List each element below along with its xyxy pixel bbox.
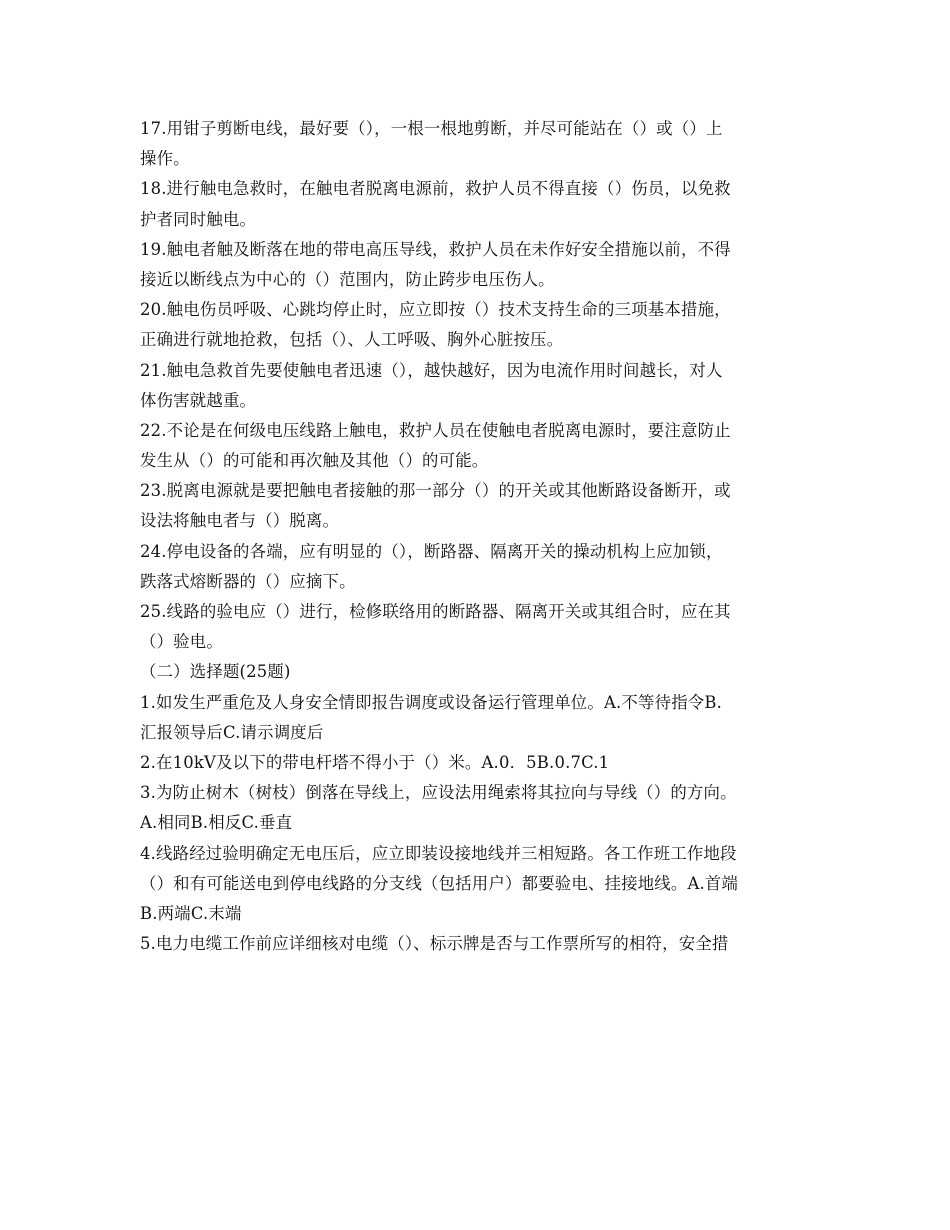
- text-line: 19.触电者触及断落在地的带电高压导线，救护人员在未作好安全措施以前，不得: [140, 239, 731, 259]
- document-body: [140, 114, 820, 959]
- text-line: 护者同时触电。: [140, 209, 257, 229]
- text-line: （）和有可能送电到停电线路的分支线（包括用户）都要验电、挂接地线。A.首端: [140, 873, 739, 893]
- text-line: 18.进行触电急救时，在触电者脱离电源前，救护人员不得直接（）伤员，以免救: [140, 179, 731, 199]
- text-line: （）验电。: [140, 632, 223, 652]
- text-line: 4.线路经过验明确定无电压后，应立即装设接地线并三相短路。各工作班工作地段: [140, 843, 737, 863]
- text-line: 正确进行就地抢救，包括（）、人工呼吸、胸外心脏按压。: [140, 330, 564, 350]
- text-line: 汇报领导后C.请示调度后: [140, 722, 324, 742]
- text-line: 体伤害就越重。: [140, 390, 257, 410]
- text-line: 5.电力电缆工作前应详细核对电缆（）、标示牌是否与工作票所写的相符，安全措: [140, 934, 729, 954]
- text-line: A.相同B.相反C.垂直: [140, 813, 293, 833]
- text-line: 1.如发生严重危及人身安全情即报告调度或设备运行管理单位。A.不等待指令B.: [140, 692, 723, 712]
- section-heading: （二）选择题(25题): [140, 662, 291, 682]
- text-line: B.两端C.末端: [140, 903, 242, 923]
- text-line: 发生从（）的可能和再次触及其他（）的可能。: [140, 451, 489, 471]
- text-line: 20.触电伤员呼吸、心跳均停止时，应立即按（）技术支持生命的三项基本措施，: [140, 300, 731, 320]
- text-line: 2.在10kV及以下的带电杆塔不得小于（）米。A.0．5B.0.7C.1: [140, 752, 610, 772]
- text-line: 25.线路的验电应（）进行，检修联络用的断路器、隔离开关或其组合时，应在其: [140, 602, 731, 621]
- text-line: 21.触电急救首先要使触电者迅速（），越快越好，因为电流作用时间越长，对人: [140, 360, 723, 380]
- text-line: 跌落式熔断器的（）应摘下。: [140, 571, 356, 591]
- text-line: 设法将触电者与（）脱离。: [140, 511, 340, 531]
- text-line: 22.不论是在何级电压线路上触电，救护人员在使触电者脱离电源时，要注意防止: [140, 420, 731, 440]
- text-line: 24.停电设备的各端，应有明显的（），断路器、隔离开关的操动机构上应加锁，: [140, 541, 723, 561]
- text-line: 17.用钳子剪断电线，最好要（），一根一根地剪断，并尽可能站在（）或（）上: [140, 119, 723, 138]
- text-line: 操作。: [140, 149, 190, 169]
- text-line: 23.脱离电源就是要把触电者接触的那一部分（）的开关或其他断路设备断开，或: [140, 481, 731, 501]
- text-line: 3.为防止树木（树枝）倒落在导线上，应设法用绳索将其拉向与导线（）的方向。: [140, 783, 737, 803]
- text-line: 接近以断线点为中心的（）范围内，防止跨步电压伤人。: [140, 269, 555, 289]
